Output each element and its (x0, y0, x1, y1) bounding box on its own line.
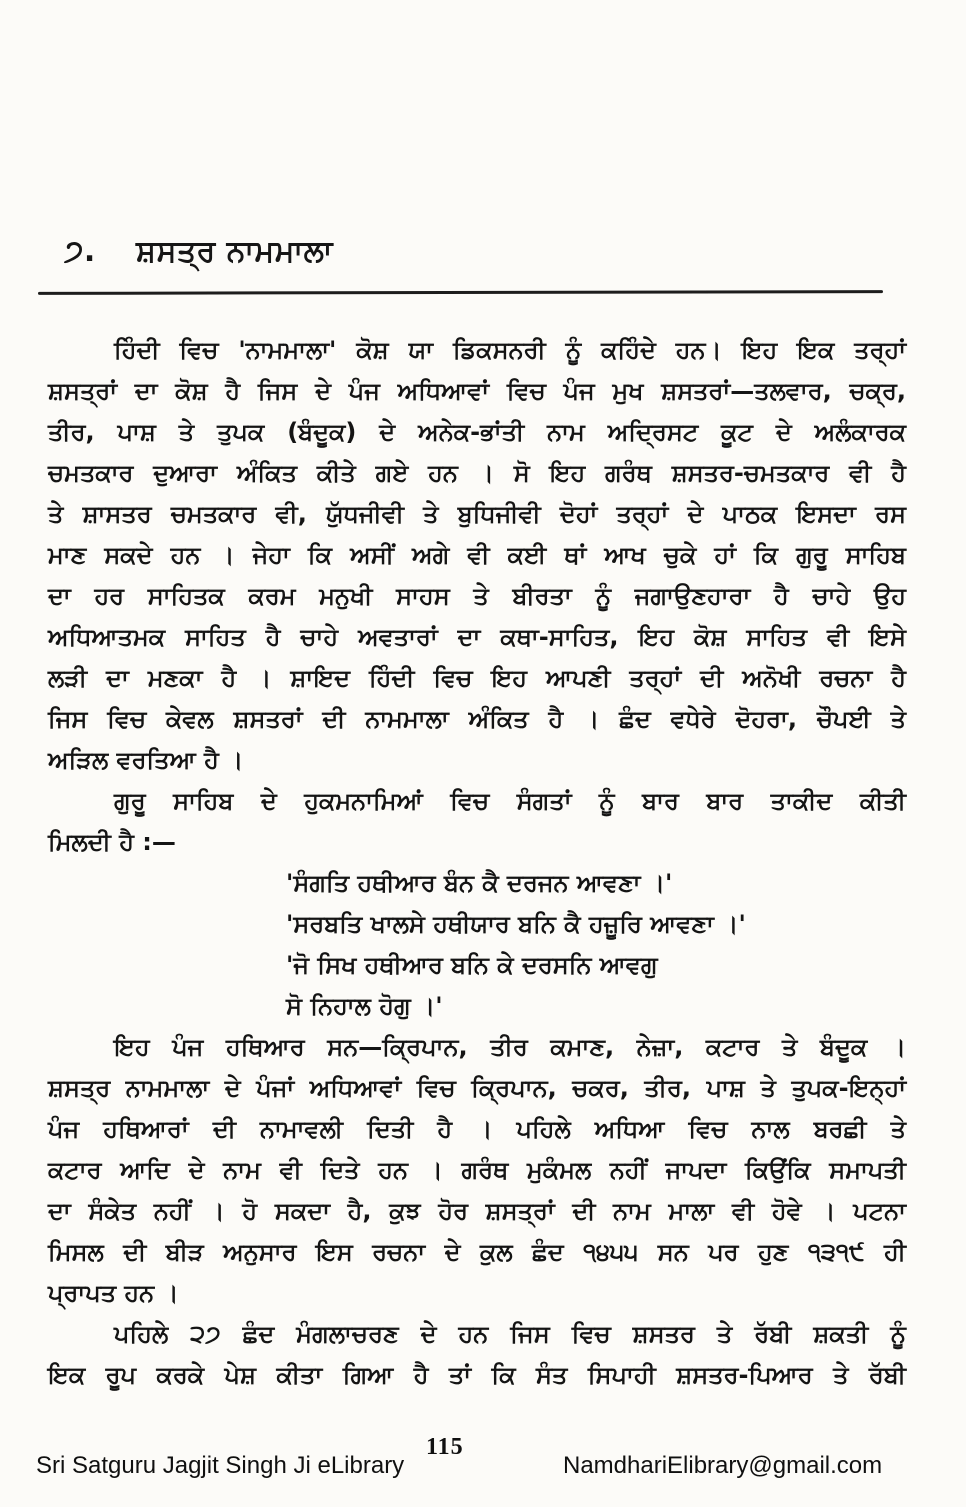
text-line: ਮਾਣ ਸਕਦੇ ਹਨ । ਜੇਹਾ ਕਿ ਅਸੀਂ ਅਗੇ ਵੀ ਕਈ ਥਾਂ ਆਖ ਚੁਕੇ ਹਾਂ ਕਿ ਗੁਰੂ ਸਾਹਿਬ (48, 541, 906, 569)
text-line: ਲੜੀ ਦਾ ਮਣਕਾ ਹੈ । ਸ਼ਾਇਦ ਹਿੰਦੀ ਵਿਚ ਇਹ ਆਪਣੀ ਤਰ੍ਹਾਂ ਦੀ ਅਨੋਖੀ ਰਚਨਾ ਹੈ (48, 664, 906, 692)
text-line: ਤੇ ਸ਼ਾਸਤਰ ਚਮਤਕਾਰ ਵੀ, ਯੁੱਧਜੀਵੀ ਤੇ ਬੁਧਿਜੀਵੀ ਦੋਹਾਂ ਤਰ੍ਹਾਂ ਦੇ ਪਾਠਕ ਇਸਦਾ ਰਸ (48, 500, 906, 528)
text-line: ਇਕ ਰੂਪ ਕਰਕੇ ਪੇਸ਼ ਕੀਤਾ ਗਿਆ ਹੈ ਤਾਂ ਕਿ ਸੰਤ ਸਿਪਾਹੀ ਸ਼ਸਤਰ-ਪਿਆਰ ਤੇ ਰੱਬੀ (48, 1361, 906, 1389)
text-line: ਕਟਾਰ ਆਦਿ ਦੇ ਨਾਮ ਵੀ ਦਿਤੇ ਹਨ । ਗਰੰਥ ਮੁਕੰਮਲ ਨਹੀਂ ਜਾਪਦਾ ਕਿਉਂਕਿ ਸਮਾਪਤੀ (48, 1156, 906, 1184)
text-line: ਪ੍ਰਾਪਤ ਹਨ । (48, 1279, 179, 1307)
email-watermark: NamdhariElibrary@gmail.com (563, 1452, 883, 1479)
page-number: 115 (426, 1434, 464, 1460)
heading-underline (38, 290, 883, 295)
quote-line: ਸੋ ਨਿਹਾਲ ਹੋਗੁ ।' (286, 992, 443, 1020)
text-line: ਤੀਰ, ਪਾਸ਼ ਤੇ ਤੁਪਕ (ਬੰਦੂਕ) ਦੇ ਅਨੇਕ-ਭਾਂਤੀ ਨਾਮ ਅਦ੍ਰਿਸਟ ਕੂਟ ਦੇ ਅਲੰਕਾਰਕ (48, 418, 906, 446)
chapter-title: ਸ਼ਸਤ੍ਰ ਨਾਮਮਾਲਾ (136, 234, 333, 269)
elibrary-watermark: Sri Satguru Jagjit Singh Ji eLibrary (36, 1452, 405, 1479)
text-line: ਪਹਿਲੇ ੨੭ ਛੰਦ ਮੰਗਲਾਚਰਣ ਦੇ ਹਨ ਜਿਸ ਵਿਚ ਸ਼ਸਤਰ ਤੇ ਰੱਬੀ ਸ਼ਕਤੀ ਨੂੰ (114, 1320, 906, 1348)
text-line: ਮਿਸਲ ਦੀ ਬੀੜ ਅਨੁਸਾਰ ਇਸ ਰਚਨਾ ਦੇ ਕੁਲ ਛੰਦ ੧੪੫੫ ਸਨ ਪਰ ਹੁਣ ੧੩੧੯ ਹੀ (48, 1238, 906, 1266)
chapter-number: ੭. (64, 234, 96, 269)
quote-line: 'ਸਰਬਤਿ ਖਾਲਸੇ ਹਥੀਯਾਰ ਬਨਿ ਕੈ ਹਜ਼ੂਰਿ ਆਵਣਾ ।' (286, 910, 746, 938)
chapter-heading (64, 234, 333, 269)
body-text (48, 330, 906, 1396)
text-line: ਗੁਰੂ ਸਾਹਿਬ ਦੇ ਹੁਕਮਨਾਮਿਆਂ ਵਿਚ ਸੰਗਤਾਂ ਨੂੰ ਬਾਰ ਬਾਰ ਤਾਕੀਦ ਕੀਤੀ (114, 787, 906, 815)
quote-line: 'ਜੋ ਸਿਖ ਹਥੀਆਰ ਬਨਿ ਕੇ ਦਰਸਨਿ ਆਵਗੁ (286, 951, 658, 979)
text-line: ਹਿੰਦੀ ਵਿਚ 'ਨਾਮਮਾਲਾ' ਕੋਸ਼ ਯਾ ਡਿਕਸਨਰੀ ਨੂੰ ਕਹਿੰਦੇ ਹਨ। ਇਹ ਇਕ ਤਰ੍ਹਾਂ (114, 336, 906, 364)
text-line: ਸ਼ਸਤ੍ਰ ਨਾਮਮਾਲਾ ਦੇ ਪੰਜਾਂ ਅਧਿਆਵਾਂ ਵਿਚ ਕ੍ਰਿਪਾਨ, ਚਕਰ, ਤੀਰ, ਪਾਸ਼ ਤੇ ਤੁਪਕ-ਇਨ੍ਹਾਂ (48, 1074, 906, 1102)
text-line: ਅੜਿਲ ਵਰਤਿਆ ਹੈ । (48, 746, 244, 774)
text-line: ਅਧਿਆਤਮਕ ਸਾਹਿਤ ਹੈ ਚਾਹੇ ਅਵਤਾਰਾਂ ਦਾ ਕਥਾ-ਸਾਹਿਤ, ਇਹ ਕੋਸ਼ ਸਾਹਿਤ ਵੀ ਇਸੇ (48, 623, 906, 651)
text-line: ਸ਼ਸਤ੍ਰਾਂ ਦਾ ਕੋਸ਼ ਹੈ ਜਿਸ ਦੇ ਪੰਜ ਅਧਿਆਵਾਂ ਵਿਚ ਪੰਜ ਮੁਖ ਸ਼ਸਤਰਾਂ—ਤਲਵਾਰ, ਚਕ੍ਰ, (48, 377, 906, 405)
text-line: ਦਾ ਹਰ ਸਾਹਿਤਕ ਕਰਮ ਮਨੁਖੀ ਸਾਹਸ ਤੇ ਬੀਰਤਾ ਨੂੰ ਜਗਾਉਣਹਾਰਾ ਹੈ ਚਾਹੇ ਉਹ (48, 582, 906, 610)
text-line: ਜਿਸ ਵਿਚ ਕੇਵਲ ਸ਼ਸਤਰਾਂ ਦੀ ਨਾਮਮਾਲਾ ਅੰਕਿਤ ਹੈ । ਛੰਦ ਵਧੇਰੇ ਦੋਹਰਾ, ਚੌਪਈ ਤੇ (48, 705, 906, 733)
text-line: ਚਮਤਕਾਰ ਦੁਆਰਾ ਅੰਕਿਤ ਕੀਤੇ ਗਏ ਹਨ । ਸੋ ਇਹ ਗਰੰਥ ਸ਼ਸਤਰ-ਚਮਤਕਾਰ ਵੀ ਹੈ (48, 459, 906, 487)
quote-line: 'ਸੰਗਤਿ ਹਥੀਆਰ ਬੰਨ ਕੈ ਦਰਜਨ ਆਵਣਾ ।' (286, 869, 673, 897)
text-line: ਦਾ ਸੰਕੇਤ ਨਹੀਂ । ਹੋ ਸਕਦਾ ਹੈ, ਕੁਝ ਹੋਰ ਸ਼ਸਤ੍ਰਾਂ ਦੀ ਨਾਮ ਮਾਲਾ ਵੀ ਹੋਵੇ । ਪਟਨਾ (48, 1197, 906, 1225)
text-line: ਪੰਜ ਹਥਿਆਰਾਂ ਦੀ ਨਾਮਾਵਲੀ ਦਿਤੀ ਹੈ । ਪਹਿਲੇ ਅਧਿਆ ਵਿਚ ਨਾਲ ਬਰਛੀ ਤੇ (48, 1115, 906, 1143)
text-line: ਇਹ ਪੰਜ ਹਥਿਆਰ ਸਨ—ਕ੍ਰਿਪਾਨ, ਤੀਰ ਕਮਾਣ, ਨੇਜ਼ਾ, ਕਟਾਰ ਤੇ ਬੰਦੂਕ । (114, 1033, 906, 1061)
text-line: ਮਿਲਦੀ ਹੈ :— (48, 828, 176, 856)
